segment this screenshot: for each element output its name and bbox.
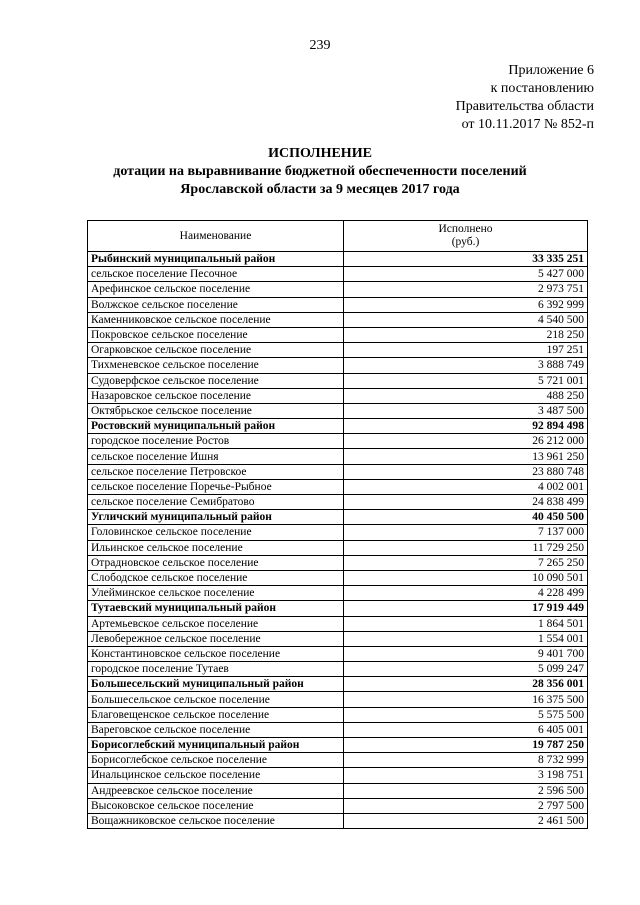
table-row <box>88 722 588 737</box>
row-value: 2 461 500 <box>344 813 588 828</box>
row-name: сельское поселение Песочное <box>88 267 344 282</box>
table-row <box>88 631 588 646</box>
table-row <box>88 403 588 418</box>
table-row <box>88 692 588 707</box>
row-name: Волжское сельское поселение <box>88 297 344 312</box>
table-row <box>88 753 588 768</box>
appendix-line: Приложение 6 <box>508 63 594 78</box>
table-row <box>88 768 588 783</box>
title-line: дотации на выравнивание бюджетной обеспеченности поселений <box>113 164 527 179</box>
table-row-district <box>88 738 588 753</box>
row-name: сельское поселение Ишня <box>88 449 344 464</box>
row-value: 13 961 250 <box>344 449 588 464</box>
table-row <box>88 373 588 388</box>
table-row <box>88 267 588 282</box>
row-value: 5 721 001 <box>344 373 588 388</box>
row-name: Большесельский муниципальный район <box>88 677 344 692</box>
header-name: Наименование <box>88 221 344 252</box>
row-value: 40 450 500 <box>344 510 588 525</box>
row-value: 1 864 501 <box>344 616 588 631</box>
row-value: 26 212 000 <box>344 434 588 449</box>
row-name: Отрадновское сельское поселение <box>88 555 344 570</box>
table-header-row <box>88 221 588 252</box>
table-row <box>88 707 588 722</box>
row-name: Борисоглебский муниципальный район <box>88 738 344 753</box>
row-name: Улейминское сельское поселение <box>88 586 344 601</box>
row-value: 28 356 001 <box>344 677 588 692</box>
row-value: 5 099 247 <box>344 662 588 677</box>
row-value: 5 575 500 <box>344 707 588 722</box>
table-row <box>88 282 588 297</box>
row-name: Андреевское сельское поселение <box>88 783 344 798</box>
row-value: 6 392 999 <box>344 297 588 312</box>
table-row <box>88 358 588 373</box>
table-row <box>88 312 588 327</box>
table-row <box>88 297 588 312</box>
report-table <box>87 220 588 829</box>
table-row <box>88 555 588 570</box>
table-row-district <box>88 510 588 525</box>
row-name: Артемьевское сельское поселение <box>88 616 344 631</box>
appendix-block <box>456 62 594 134</box>
table-row <box>88 434 588 449</box>
row-value: 1 554 001 <box>344 631 588 646</box>
row-name: Борисоглебское сельское поселение <box>88 753 344 768</box>
table-row-district <box>88 252 588 267</box>
row-value: 7 137 000 <box>344 525 588 540</box>
row-name: Слободское сельское поселение <box>88 570 344 585</box>
table-row <box>88 798 588 813</box>
row-value: 10 090 501 <box>344 570 588 585</box>
document-title <box>0 145 640 199</box>
table-row <box>88 570 588 585</box>
table-row <box>88 464 588 479</box>
table-row <box>88 646 588 661</box>
row-name: Вощажниковское сельское поселение <box>88 813 344 828</box>
title-line: Ярославской области за 9 месяцев 2017 года <box>180 182 460 197</box>
row-value: 8 732 999 <box>344 753 588 768</box>
row-value: 3 487 500 <box>344 403 588 418</box>
row-name: Инальцинское сельское поселение <box>88 768 344 783</box>
row-name: Судоверфское сельское поселение <box>88 373 344 388</box>
appendix-line: Правительства области <box>455 99 594 114</box>
row-name: городское поселение Ростов <box>88 434 344 449</box>
table-row <box>88 525 588 540</box>
table-row <box>88 343 588 358</box>
row-name: Благовещенское сельское поселение <box>88 707 344 722</box>
table-row-district <box>88 601 588 616</box>
row-name: Левобережное сельское поселение <box>88 631 344 646</box>
row-value: 17 919 449 <box>344 601 588 616</box>
row-name: Тутаевский муниципальный район <box>88 601 344 616</box>
row-name: Огарковское сельское поселение <box>88 343 344 358</box>
row-value: 24 838 499 <box>344 495 588 510</box>
table-row <box>88 540 588 555</box>
row-name: Рыбинский муниципальный район <box>88 252 344 267</box>
row-name: городское поселение Тутаев <box>88 662 344 677</box>
row-value: 92 894 498 <box>344 419 588 434</box>
row-name: Головинское сельское поселение <box>88 525 344 540</box>
table-row <box>88 495 588 510</box>
row-value: 2 797 500 <box>344 798 588 813</box>
table-row <box>88 449 588 464</box>
row-value: 33 335 251 <box>344 252 588 267</box>
table-row <box>88 662 588 677</box>
header-value <box>344 221 588 252</box>
row-name: сельское поселение Семибратово <box>88 495 344 510</box>
row-value: 9 401 700 <box>344 646 588 661</box>
row-name: Большесельское сельское поселение <box>88 692 344 707</box>
row-name: Константиновское сельское поселение <box>88 646 344 661</box>
row-name: Вареговское сельское поселение <box>88 722 344 737</box>
row-name: Октябрьское сельское поселение <box>88 403 344 418</box>
title-line: ИСПОЛНЕНИЕ <box>268 146 372 161</box>
row-value: 4 228 499 <box>344 586 588 601</box>
row-name: сельское поселение Петровское <box>88 464 344 479</box>
table-row <box>88 813 588 828</box>
row-name: Назаровское сельское поселение <box>88 388 344 403</box>
row-value: 488 250 <box>344 388 588 403</box>
table-row <box>88 783 588 798</box>
appendix-line: к постановлению <box>490 81 594 96</box>
row-value: 19 787 250 <box>344 738 588 753</box>
row-name: Тихменевское сельское поселение <box>88 358 344 373</box>
row-name: Ростовский муниципальный район <box>88 419 344 434</box>
row-value: 2 596 500 <box>344 783 588 798</box>
row-value: 5 427 000 <box>344 267 588 282</box>
row-value: 2 973 751 <box>344 282 588 297</box>
row-value: 23 880 748 <box>344 464 588 479</box>
row-value: 16 375 500 <box>344 692 588 707</box>
table-body <box>88 252 588 829</box>
row-name: Каменниковское сельское поселение <box>88 312 344 327</box>
row-name: Арефинское сельское поселение <box>88 282 344 297</box>
row-value: 11 729 250 <box>344 540 588 555</box>
table-row <box>88 327 588 342</box>
appendix-line: от 10.11.2017 № 852-п <box>461 117 594 132</box>
table-row <box>88 479 588 494</box>
row-name: Покровское сельское поселение <box>88 327 344 342</box>
table-row <box>88 388 588 403</box>
header-value-line: Исполнено <box>438 223 493 235</box>
row-value: 4 540 500 <box>344 312 588 327</box>
table-row <box>88 616 588 631</box>
row-value: 4 002 001 <box>344 479 588 494</box>
row-value: 6 405 001 <box>344 722 588 737</box>
table-row-district <box>88 419 588 434</box>
table-row-district <box>88 677 588 692</box>
row-name: сельское поселение Поречье-Рыбное <box>88 479 344 494</box>
row-value: 3 888 749 <box>344 358 588 373</box>
table-row <box>88 586 588 601</box>
row-name: Высоковское сельское поселение <box>88 798 344 813</box>
header-value-unit: (руб.) <box>451 236 480 248</box>
row-value: 3 198 751 <box>344 768 588 783</box>
row-value: 7 265 250 <box>344 555 588 570</box>
row-value: 218 250 <box>344 327 588 342</box>
row-value: 197 251 <box>344 343 588 358</box>
page-number: 239 <box>309 38 331 53</box>
row-name: Ильинское сельское поселение <box>88 540 344 555</box>
row-name: Угличский муниципальный район <box>88 510 344 525</box>
